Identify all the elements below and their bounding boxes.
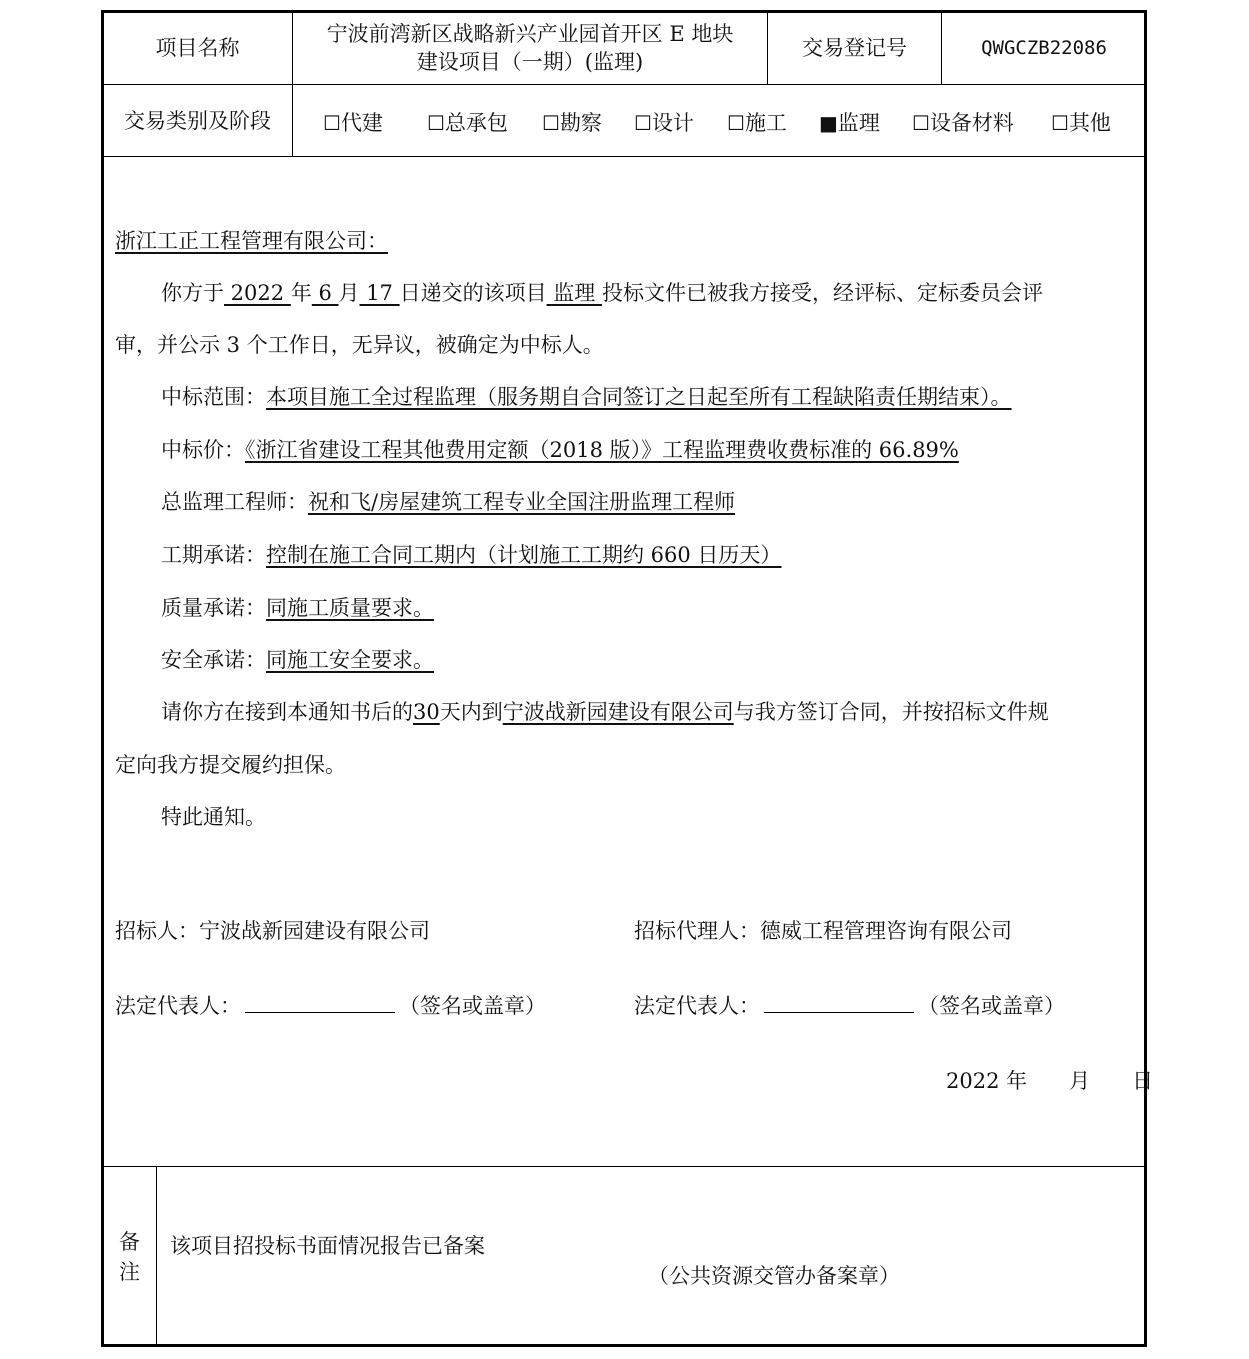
issue-date: 2022 年 月 日 [946, 1069, 1154, 1093]
filing-stamp-note: （公共资源交管办备案章） [648, 1264, 900, 1288]
price-line [161, 434, 959, 464]
category-option-zongchengbao [427, 107, 508, 137]
row-divider [102, 84, 1146, 85]
period-value: 控制在施工合同工期内（计划施工工期约 660 日历天） [266, 543, 782, 567]
engineer-value: 祝和飞/房屋建筑工程专业全国注册监理工程师 [308, 490, 736, 514]
category-label: 交易类别及阶段 [124, 109, 271, 133]
price-label: 中标价： [161, 438, 245, 462]
reg-no-value: QWGCZB22086 [981, 37, 1107, 59]
sign-note: （签名或盖章） [399, 994, 546, 1018]
category-option-label: 代建 [340, 111, 383, 135]
safety-line [161, 644, 434, 674]
remarks-label: 备 注 [119, 1230, 140, 1284]
engineer-label: 总监理工程师： [161, 490, 308, 514]
addressee: 浙江工正工程管理有限公司： [115, 229, 388, 253]
price-value: 《浙江省建设工程其他费用定额（2018 版）》工程监理费收费标准的 66.89% [245, 438, 959, 462]
category-option-kancha [542, 107, 602, 137]
category-option-qita [1051, 107, 1111, 137]
checkbox-icon: ☐ [634, 111, 652, 135]
tender-agent: 招标代理人：德威工程管理咨询有限公司 [634, 919, 1012, 943]
category-option-label: 总承包 [444, 111, 508, 135]
contract-days: 30 [413, 700, 440, 724]
checked-box-icon: ■ [819, 111, 838, 135]
category-option-shigong [727, 107, 787, 137]
col-divider [156, 1166, 157, 1346]
project-name-value [293, 12, 767, 84]
category-option-daijian [323, 107, 383, 137]
category-option-jianli [819, 107, 880, 137]
category-option-label: 设计 [651, 111, 694, 135]
engineer-line [161, 486, 735, 516]
quality-line [161, 592, 434, 622]
quality-value: 同施工质量要求。 [266, 596, 434, 620]
category-option-label: 设备材料 [929, 111, 1014, 135]
tenderer: 招标人：宁波战新园建设有限公司 [115, 919, 430, 943]
checkbox-icon: ☐ [427, 111, 445, 135]
period-label: 工期承诺： [161, 543, 266, 567]
project-name-line-2: 建设项目（一期）(监理) [416, 50, 644, 74]
checkbox-icon: ☐ [912, 111, 930, 135]
scope-label: 中标范围： [161, 385, 266, 409]
signature-blank [764, 992, 914, 1013]
category-option-label: 施工 [744, 111, 787, 135]
safety-label: 安全承诺： [161, 648, 266, 672]
category-option-shebeicailiao [912, 107, 1014, 137]
submit-day: 17 [359, 281, 400, 305]
category-option-label: 勘察 [559, 111, 602, 135]
category-option-label: 其他 [1068, 111, 1111, 135]
checkbox-icon: ☐ [323, 111, 341, 135]
paragraph-contract-line-2: 定向我方提交履约担保。 [115, 753, 346, 777]
checkbox-icon: ☐ [1051, 111, 1069, 135]
signature-blank [245, 992, 395, 1013]
period-line [161, 539, 781, 569]
row-divider [102, 1166, 1146, 1167]
legal-rep-label: 法定代表人： [634, 994, 760, 1018]
category-option-sheji [634, 107, 694, 137]
row-divider [102, 156, 1146, 157]
quality-label: 质量承诺： [161, 596, 266, 620]
paragraph-contract: 请你方在接到本通知书后的30天内到宁波战新园建设有限公司与我方签订合同，并按招标文件规 [161, 700, 1049, 724]
project-type: 监理 [546, 281, 602, 305]
sign-note: （签名或盖章） [918, 994, 1065, 1018]
legal-rep-label: 法定代表人： [115, 994, 241, 1018]
notice-end: 特此通知。 [161, 805, 266, 829]
agent-legal-rep [634, 990, 1065, 1020]
contract-company: 宁波战新园建设有限公司 [502, 700, 734, 724]
checkbox-icon: ☐ [542, 111, 560, 135]
reg-no-label: 交易登记号 [802, 36, 907, 60]
paragraph-acceptance: 你方于 2022 年 6 月 17 日递交的该项目 监理 投标文件已被我方接受，经评标、定标委员会评 [161, 281, 1043, 305]
project-name-line-1: 宁波前湾新区战略新兴产业园首开区 E 地块 [326, 22, 734, 46]
submit-year: 2022 [224, 281, 291, 305]
notice-frame [101, 10, 1147, 1347]
scope-line [161, 381, 1012, 411]
remarks-text: 该项目招投标书面情况报告已备案 [170, 1234, 485, 1258]
category-option-label: 监理 [837, 111, 880, 135]
scope-value: 本项目施工全过程监理（服务期自合同签订之日起至所有工程缺陷责任期结束）。 [266, 385, 1012, 409]
project-name-label: 项目名称 [155, 36, 240, 60]
tenderer-legal-rep [115, 990, 546, 1020]
checkbox-icon: ☐ [727, 111, 745, 135]
paragraph-acceptance-line-2: 审，并公示 3 个工作日，无异议，被确定为中标人。 [115, 333, 604, 357]
safety-value: 同施工安全要求。 [266, 648, 434, 672]
submit-month: 6 [311, 281, 339, 305]
